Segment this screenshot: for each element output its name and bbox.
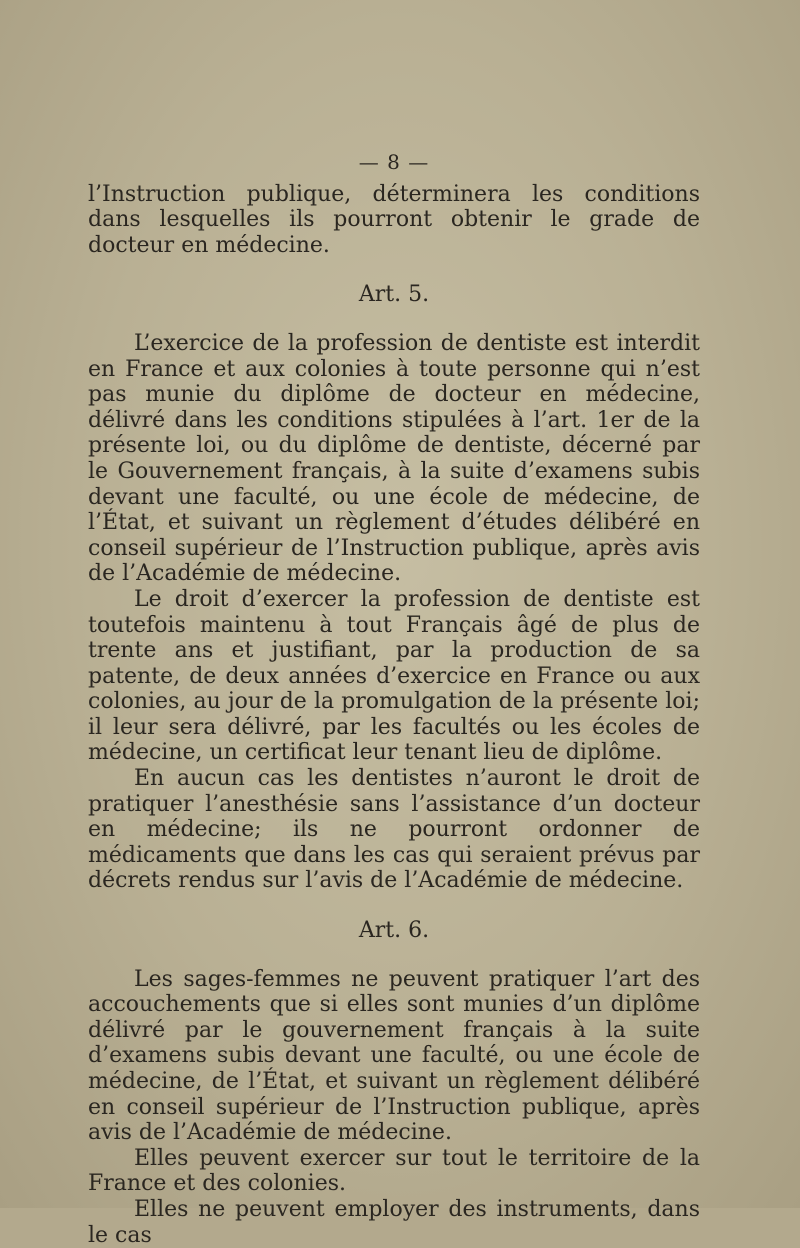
- article-6-heading: Art. 6.: [358, 918, 430, 944]
- article-5-paragraph-2: Le droit d’exercer la profession de dentiste est toutefois maintenu à tout Français âgé de plus de trente ans et justifiant, par la production de sa patente, de deux années d’exercice en France ou aux colonies, au jour de la promulgation de la présente loi; il leur sera délivré, par les facultés ou les écoles de médecine, un certificat leur tenant lieu de diplôme.: [88, 586, 700, 766]
- article-6-paragraph-3: Elles ne peuvent employer des instruments, dans le cas: [88, 1196, 700, 1248]
- article-6-paragraph-1: Les sages-femmes ne peuvent pratiquer l’art des accouchements que si elles sont munies d’un diplôme délivré par le gouvernement français à la suite d’examens subis devant une faculté, ou une école de médecine, de l’État, et suivant un règlement délibéré en conseil supérieur de l’Instruction publique, après avis de l’Académie de médecine.: [88, 966, 700, 1146]
- opening-paragraph: l’Instruction publique, déterminera les conditions dans lesquelles ils pourront obtenir le grade de docteur en médecine.: [88, 181, 700, 258]
- page-text: [88, 150, 700, 1248]
- page-number: — 8 —: [358, 150, 430, 174]
- article-5-heading: Art. 5.: [358, 282, 430, 308]
- article-6-paragraph-2: Elles peuvent exercer sur tout le territoire de la France et des colonies.: [88, 1145, 700, 1197]
- article-5-paragraph-3: En aucun cas les dentistes n’auront le droit de pratiquer l’anesthésie sans l’assistance d’un docteur en médecine; ils ne pourront ordonner de médicaments que dans les cas qui seraient prévus par décrets rendus sur l’avis de l’Académie de médecine.: [88, 766, 700, 894]
- article-5-paragraph-1: L’exercice de la profession de dentiste est interdit en France et aux colonies à toute personne qui n’est pas munie du diplôme de docteur en médecine, délivré dans les conditions stipulées à l’art. 1er de la présente loi, ou du diplôme de dentiste, décerné par le Gouvernement français, à la suite d’examens subis devant une faculté, ou une école de médecine, de l’État, et suivant un règlement d’études délibéré en conseil supérieur de l’Instruction publique, après avis de l’Académie de médecine.: [88, 330, 700, 587]
